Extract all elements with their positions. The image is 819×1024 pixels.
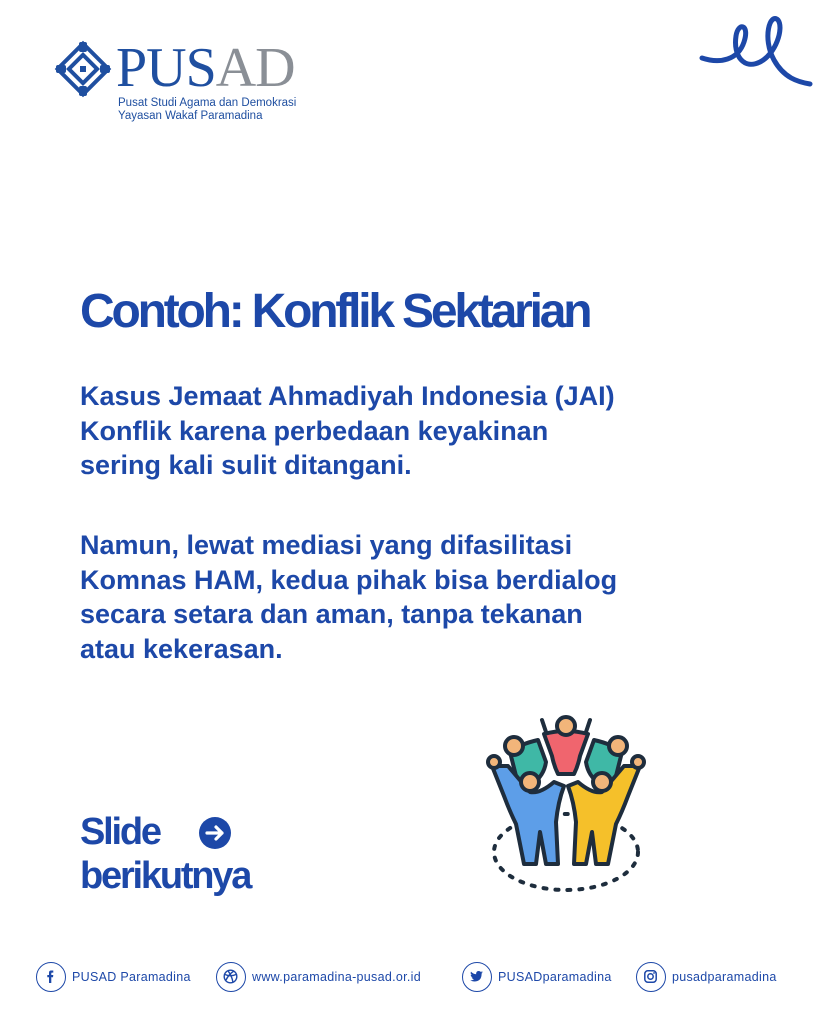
logo-wordmark-ad: AD [215,37,295,99]
twitter-icon [462,962,492,992]
pusad-logo-mark-icon [52,38,114,100]
paragraph-2-line: secara setara dan aman, tanpa tekanan [80,599,583,629]
people-unity-icon [484,712,648,898]
instagram-label: pusadparamadina [672,970,777,984]
facebook-label: PUSAD Paramadina [72,970,191,984]
footer-social-bar [0,958,819,998]
twitter-label: PUSADparamadina [498,970,612,984]
website-link[interactable] [216,962,446,994]
logo-subtitle-line-1: Pusat Studi Agama dan Demokrasi [118,97,297,109]
paragraph-2-line: atau kekerasan. [80,633,283,664]
logo-subtitle [118,97,296,123]
logo-wordmark [116,37,295,99]
paragraph-2 [80,528,780,666]
facebook-link[interactable] [36,962,206,994]
web-icon [216,962,246,992]
paragraph-1-line: Kasus Jemaat Ahmadiyah Indonesia (JAI) [80,381,615,411]
logo-wordmark-pus: PUS [116,37,216,99]
paragraph-2-line: Namun, lewat mediasi yang difasilitasi [80,530,573,560]
facebook-icon [36,962,66,992]
next-slide-label-line-1: Slide [80,811,160,853]
scribble-decoration-icon [698,8,816,90]
arrow-right-circle-icon [198,816,232,850]
instagram-link[interactable] [636,962,796,994]
paragraph-2-line: Komnas HAM, kedua pihak bisa berdialog [80,564,618,595]
paragraph-1-line: sering kali sulit ditangani. [80,450,412,480]
logo-subtitle-line-2: Yayasan Wakaf Paramadina [118,110,263,122]
next-slide-button[interactable] [80,810,250,898]
paragraph-1 [80,379,780,483]
website-label: www.paramadina-pusad.or.id [252,970,421,984]
next-slide-label-line-2: berikutnya [80,855,251,897]
twitter-link[interactable] [462,962,622,994]
paragraph-1-line: Konflik karena perbedaan keyakinan [80,415,549,446]
instagram-icon [636,962,666,992]
page-title: Contoh: Konflik Sektarian [80,285,590,338]
pusad-logo [52,38,312,128]
